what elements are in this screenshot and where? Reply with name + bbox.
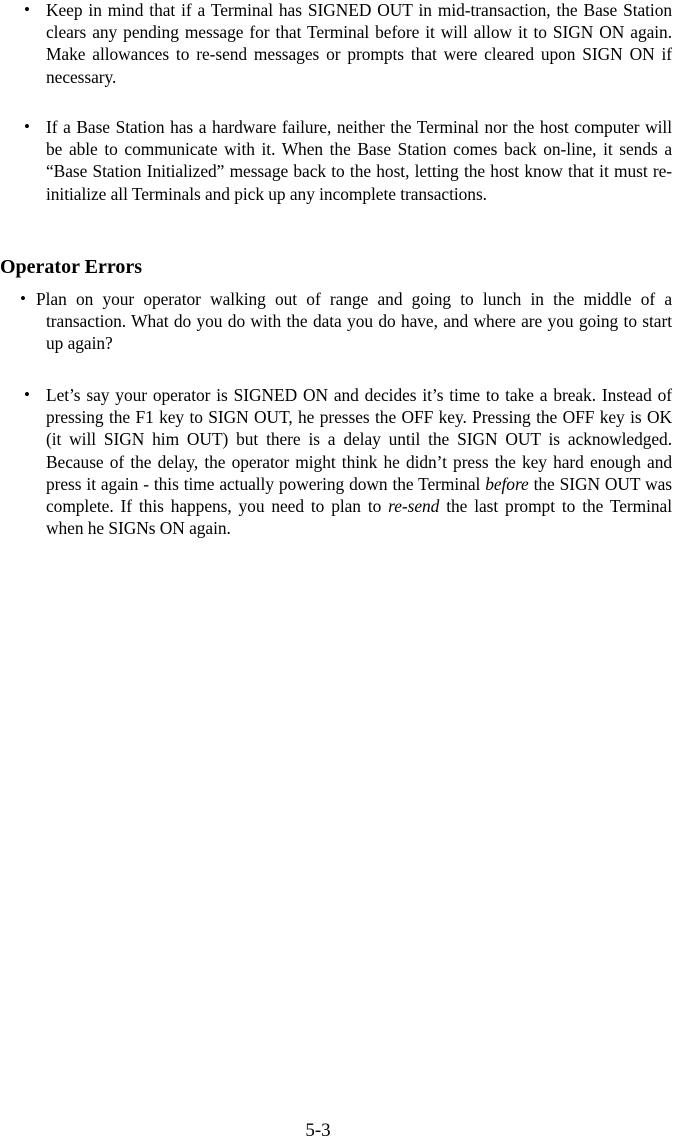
bullet-icon: •: [24, 0, 30, 19]
bullet-text-part-2: the SIGN OUT was complete. If this happens, you need to plan to: [46, 473, 673, 517]
bullet-text: Keep in mind that if a Terminal has SIGNED OUT in mid-transaction, the Base Station clears any pending message for that Terminal before it will allow it to SIGN ON again. Make allowances to re-send messages or prompts that were cleared upon SIGN ON if necessary.: [46, 0, 672, 87]
bullet-text-part-3: the last prompt to the Terminal when he SIGNs ON again.: [46, 496, 672, 539]
emphasis-before: before: [485, 473, 529, 494]
bullet-text: If a Base Station has a hardware failure, neither the Terminal nor the host computer will be able to communicate with it. When the Base Station comes back on-line, it sends a “Base Station Initialized” message back to the host, letting the host know that it must re-initialize all Terminals and pick up any incomplete transactions.: [46, 117, 672, 204]
bullet-text: [46, 384, 672, 539]
page-number: 5-3: [305, 1120, 331, 1141]
bullet-icon: •: [24, 117, 30, 136]
bullet-icon: •: [20, 289, 26, 308]
section-heading-operator-errors: Operator Errors: [0, 256, 143, 278]
emphasis-re-send: re-send: [388, 496, 440, 517]
bullet-text-part-1: Let’s say your operator is SIGNED ON and decides it’s time to take a break. Instead of pressing the F1 key to SIGN OUT, he presses the OFF key. Pressing the OFF key is OK (it will SIGN him OUT) but there is a delay until the SIGN OUT is acknowledged. Because of the delay, the operator might think he didn’t press the key hard enough and press it again - this time actually powering down the Terminal: [46, 385, 672, 494]
bullet-text: [36, 288, 672, 355]
bullet-text-content: Plan on your operator walking out of range and going to lunch in the middle of a transaction. What do you do with the data you do have, and where are you going to start up again?: [36, 289, 672, 354]
bullet-icon: •: [24, 385, 30, 404]
